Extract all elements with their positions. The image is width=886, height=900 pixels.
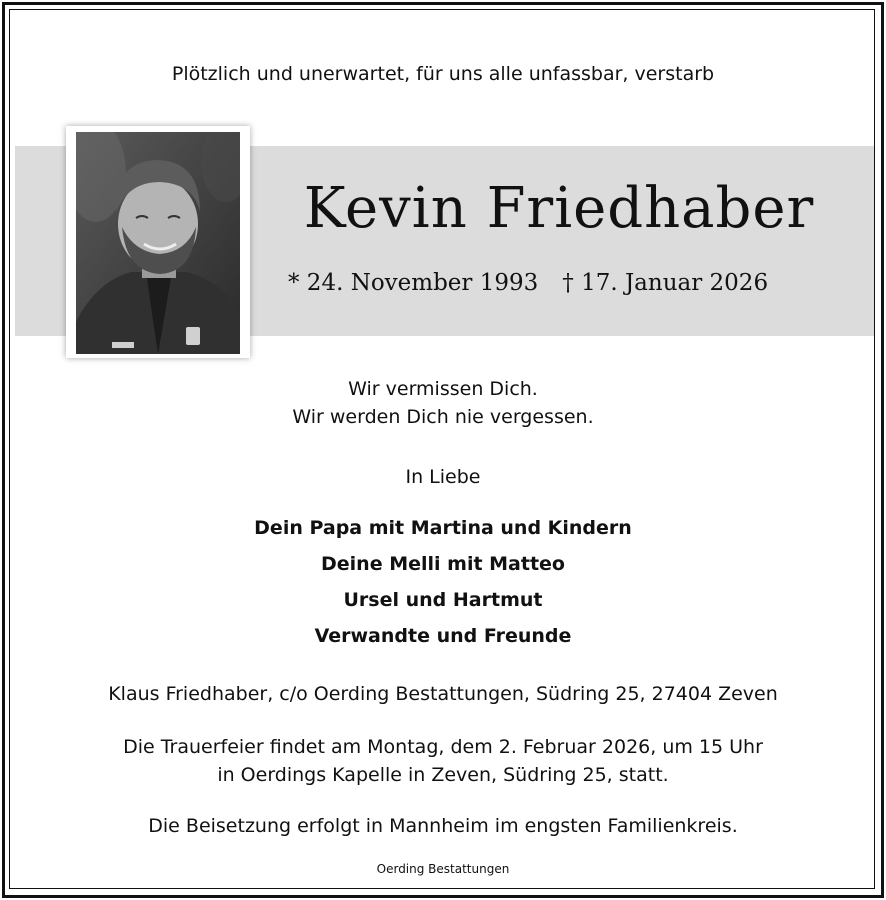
- ceremony-line: Die Trauerfeier findet am Montag, dem 2. Februar 2026, um 15 Uhr: [123, 736, 763, 758]
- deceased-name: Kevin Friedhaber: [303, 176, 815, 241]
- quote-line: Wir werden Dich nie vergessen.: [292, 406, 594, 428]
- family-line: Dein Papa mit Martina und Kindern: [254, 517, 632, 539]
- contact-address: Klaus Friedhaber, c/o Oerding Bestattungen, Südring 25, 27404 Zeven: [108, 683, 778, 705]
- death-date: † 17. Januar 2026: [562, 270, 769, 296]
- family-line: Ursel und Hartmut: [343, 589, 543, 611]
- quote-line: Wir vermissen Dich.: [348, 378, 538, 400]
- birth-date: * 24. November 1993: [288, 270, 539, 296]
- burial-info: Die Beisetzung erfolgt in Mannheim im engsten Familienkreis.: [148, 815, 738, 837]
- funeral-home-footer: Oerding Bestattungen: [376, 862, 510, 876]
- portrait-illustration: [76, 132, 240, 354]
- ceremony-info: [0, 733, 886, 789]
- intro-text: Plötzlich und unerwartet, für uns alle unfassbar, verstarb: [171, 63, 715, 85]
- family-line: Deine Melli mit Matteo: [321, 553, 565, 575]
- family-list: [0, 510, 886, 654]
- life-dates: [288, 270, 768, 296]
- portrait-photo: [76, 132, 240, 354]
- quote: [0, 375, 886, 431]
- family-line: Verwandte und Freunde: [314, 625, 572, 647]
- in-love-text: In Liebe: [405, 466, 481, 488]
- ceremony-line: in Oerdings Kapelle in Zeven, Südring 25, statt.: [217, 764, 669, 786]
